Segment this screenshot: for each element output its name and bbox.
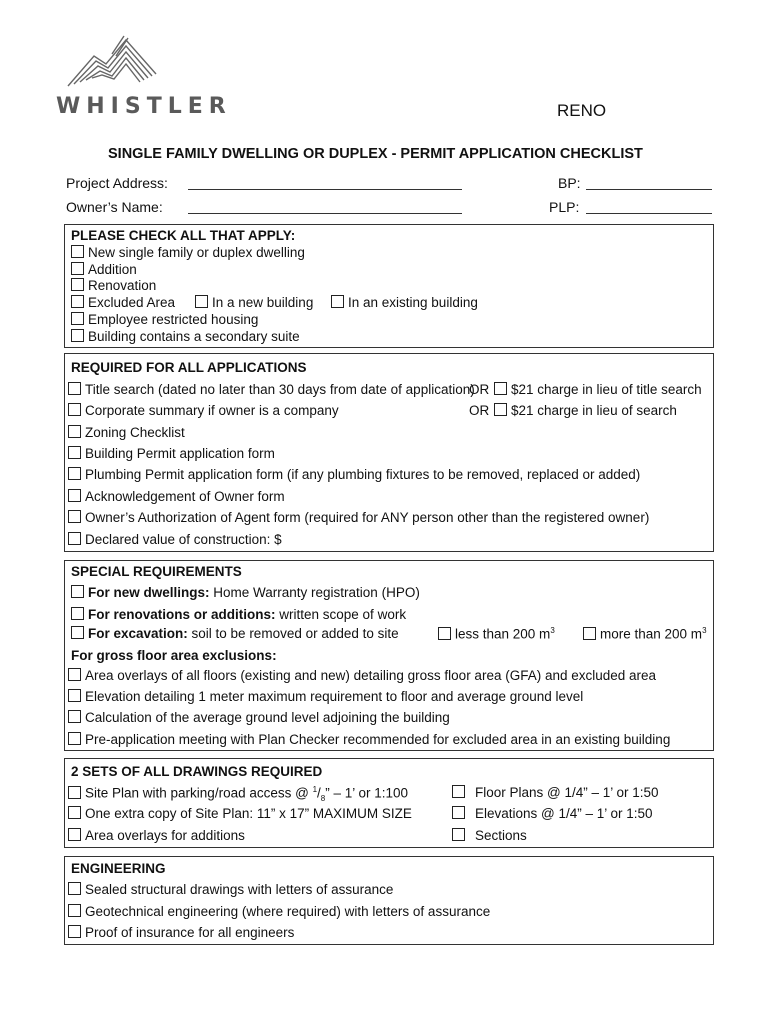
required-item: Declared value of construction: $ xyxy=(68,532,282,547)
owner-name-field[interactable] xyxy=(188,213,462,214)
required-item: Building Permit application form xyxy=(68,446,275,461)
required-item: Plumbing Permit application form (if any plumbing fixtures to be removed, replaced or added) xyxy=(68,467,640,482)
page-title: SINGLE FAMILY DWELLING OR DUPLEX - PERMIT APPLICATION CHECKLIST xyxy=(108,146,643,162)
checkbox[interactable] xyxy=(68,806,81,819)
checkbox[interactable] xyxy=(68,786,81,799)
required-item: Zoning Checklist xyxy=(68,425,185,440)
gfa-header: For gross floor area exclusions: xyxy=(71,648,277,663)
engineering-header: ENGINEERING xyxy=(71,861,166,876)
checkbox[interactable] xyxy=(68,510,81,523)
special-excavation: For excavation: soil to be removed or added to site xyxy=(71,626,399,641)
checkbox[interactable] xyxy=(71,329,84,342)
checkbox[interactable] xyxy=(583,627,596,640)
checkbox[interactable] xyxy=(494,403,507,416)
checkbox[interactable] xyxy=(452,806,465,819)
excavation-more: more than 200 $m^3$ xyxy=(583,626,707,642)
checkbox[interactable] xyxy=(68,689,81,702)
checkbox[interactable] xyxy=(68,732,81,745)
checkbox[interactable] xyxy=(331,295,344,308)
or-label: OR xyxy=(469,403,490,418)
checkbox[interactable] xyxy=(68,668,81,681)
engineering-item: Proof of insurance for all engineers xyxy=(68,925,294,940)
drawings-item: Area overlays for additions xyxy=(68,828,245,843)
checkbox[interactable] xyxy=(68,425,81,438)
checkbox[interactable] xyxy=(195,295,208,308)
checkbox[interactable] xyxy=(68,882,81,895)
special-renovations: For renovations or additions: written scope of work xyxy=(71,607,406,622)
checkbox[interactable] xyxy=(68,467,81,480)
gfa-item: Calculation of the average ground level adjoining the building xyxy=(68,710,450,725)
checkbox[interactable] xyxy=(71,585,84,598)
bp-label: BP: xyxy=(558,175,581,191)
bp-field[interactable] xyxy=(586,189,712,190)
whistler-mountain-logo-icon xyxy=(66,34,158,90)
checkbox[interactable] xyxy=(71,245,84,258)
checkbox[interactable] xyxy=(68,532,81,545)
checkbox[interactable] xyxy=(68,828,81,841)
excavation-less: less than 200 $m^3$ xyxy=(438,626,555,642)
checkbox[interactable] xyxy=(68,403,81,416)
checkbox[interactable] xyxy=(68,382,81,395)
plp-field[interactable] xyxy=(586,213,712,214)
checkbox[interactable] xyxy=(452,785,465,798)
checkbox[interactable] xyxy=(71,262,84,275)
checkbox[interactable] xyxy=(452,828,465,841)
checkbox[interactable] xyxy=(68,446,81,459)
apply-header: PLEASE CHECK ALL THAT APPLY: xyxy=(71,228,296,243)
drawings-site-plan: Site Plan with parking/road access @ $^1/_8$” – 1’ or 1:100 xyxy=(68,785,408,803)
checkbox[interactable] xyxy=(71,278,84,291)
apply-item: Excluded Area xyxy=(71,295,175,310)
engineering-item: Sealed structural drawings with letters of assurance xyxy=(68,882,393,897)
checkbox[interactable] xyxy=(71,607,84,620)
required-header: REQUIRED FOR ALL APPLICATIONS xyxy=(71,360,307,375)
drawings-item: Sections xyxy=(452,828,527,843)
special-header: SPECIAL REQUIREMENTS xyxy=(71,564,242,579)
checkbox[interactable] xyxy=(68,710,81,723)
gfa-item: Area overlays of all floors (existing and new) detailing gross floor area (GFA) and excluded area xyxy=(68,668,656,683)
apply-item: Employee restricted housing xyxy=(71,312,258,327)
apply-item: Building contains a secondary suite xyxy=(71,329,300,344)
gfa-item: Pre-application meeting with Plan Checker recommended for excluded area in an existing building xyxy=(68,732,670,747)
drawings-item: One extra copy of Site Plan: 11” x 17” MAXIMUM SIZE xyxy=(68,806,412,821)
plp-label: PLP: xyxy=(549,199,580,215)
drawings-item: Floor Plans @ 1/4” – 1’ or 1:50 xyxy=(452,785,659,800)
checkbox[interactable] xyxy=(71,295,84,308)
apply-item: Addition xyxy=(71,262,137,277)
checkbox[interactable] xyxy=(71,312,84,325)
required-item: Title search (dated no later than 30 days from date of application) xyxy=(68,382,475,397)
excluded-existing-building: In an existing building xyxy=(331,295,478,310)
gfa-item: Elevation detailing 1 meter maximum requirement to floor and average ground level xyxy=(68,689,583,704)
checkbox[interactable] xyxy=(68,925,81,938)
special-new-dwellings: For new dwellings: Home Warranty registration (HPO) xyxy=(71,585,420,600)
excluded-new-building: In a new building xyxy=(195,295,313,310)
whistler-logo-text: WHISTLER xyxy=(56,94,232,119)
alt-title-search: $21 charge in lieu of title search xyxy=(494,382,702,397)
checkbox[interactable] xyxy=(71,626,84,639)
required-item: Corporate summary if owner is a company xyxy=(68,403,339,418)
checkbox[interactable] xyxy=(68,904,81,917)
apply-item: New single family or duplex dwelling xyxy=(71,245,305,260)
engineering-item: Geotechnical engineering (where required) with letters of assurance xyxy=(68,904,490,919)
checkbox[interactable] xyxy=(438,627,451,640)
drawings-header: 2 SETS OF ALL DRAWINGS REQUIRED xyxy=(71,764,323,779)
checkbox[interactable] xyxy=(494,382,507,395)
apply-item: Renovation xyxy=(71,278,156,293)
project-address-label: Project Address: xyxy=(66,175,168,191)
checkbox[interactable] xyxy=(68,489,81,502)
alt-search: $21 charge in lieu of search xyxy=(494,403,677,418)
required-item: Owner’s Authorization of Agent form (required for ANY person other than the registered owner) xyxy=(68,510,649,525)
drawings-item: Elevations @ 1/4” – 1’ or 1:50 xyxy=(452,806,653,821)
owner-name-label: Owner’s Name: xyxy=(66,199,163,215)
or-label: OR xyxy=(469,382,490,397)
required-item: Acknowledgement of Owner form xyxy=(68,489,285,504)
reno-label: RENO xyxy=(557,101,607,120)
project-address-field[interactable] xyxy=(188,189,462,190)
